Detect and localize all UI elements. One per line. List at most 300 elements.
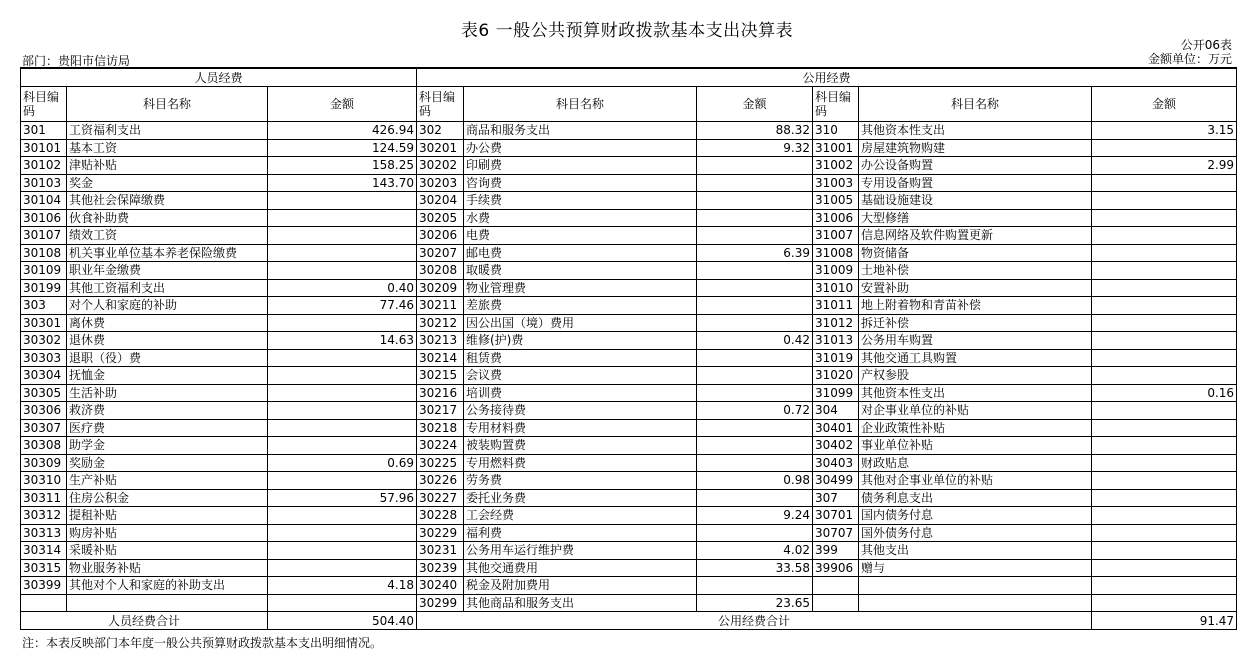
cell-name: 基本工资 — [67, 139, 268, 157]
cell-amount — [1092, 437, 1237, 455]
cell-name: 基础设施建设 — [859, 192, 1092, 210]
cell-amount — [697, 349, 813, 367]
cell-code: 31011 — [813, 297, 859, 315]
cell-code: 30701 — [813, 507, 859, 525]
table-row — [21, 122, 1237, 140]
cell-code: 30314 — [21, 542, 67, 560]
cell-code: 30227 — [417, 489, 464, 507]
cell-name: 提租补贴 — [67, 507, 268, 525]
cell-name: 其他资本性支出 — [859, 384, 1092, 402]
cell-amount — [268, 262, 417, 280]
cell-name: 赠与 — [859, 559, 1092, 577]
code-header: 科目编码 — [21, 87, 67, 122]
cell-name: 委托业务费 — [464, 489, 697, 507]
cell-code: 30299 — [417, 594, 464, 612]
cell-amount — [697, 577, 813, 595]
cell-name: 生活补助 — [67, 384, 268, 402]
cell-code: 30203 — [417, 174, 464, 192]
cell-code: 30212 — [417, 314, 464, 332]
amount-header: 金额 — [1092, 87, 1237, 122]
cell-amount — [268, 384, 417, 402]
cell-amount — [1092, 489, 1237, 507]
cell-code: 30304 — [21, 367, 67, 385]
cell-name: 被装购置费 — [464, 437, 697, 455]
cell-amount — [1092, 419, 1237, 437]
column-header-row — [21, 87, 1237, 122]
cell-code: 30231 — [417, 542, 464, 560]
cell-amount: 4.02 — [697, 542, 813, 560]
table-row — [21, 454, 1237, 472]
totals-row — [21, 612, 1237, 630]
table-row — [21, 367, 1237, 385]
cell-name: 物业管理费 — [464, 279, 697, 297]
cell-amount: 33.58 — [697, 559, 813, 577]
cell-code: 30224 — [417, 437, 464, 455]
cell-amount — [697, 279, 813, 297]
cell-name: 对企事业单位的补贴 — [859, 402, 1092, 420]
cell-code: 31007 — [813, 227, 859, 245]
cell-code: 30202 — [417, 157, 464, 175]
cell-name: 福利费 — [464, 524, 697, 542]
cell-name: 税金及附加费用 — [464, 577, 697, 595]
table-row — [21, 384, 1237, 402]
cell-amount: 77.46 — [268, 297, 417, 315]
cell-amount — [268, 244, 417, 262]
cell-code: 30106 — [21, 209, 67, 227]
cell-amount: 57.96 — [268, 489, 417, 507]
cell-name: 职业年金缴费 — [67, 262, 268, 280]
cell-name: 土地补偿 — [859, 262, 1092, 280]
cell-name: 其他交通工具购置 — [859, 349, 1092, 367]
cell-name: 物资储备 — [859, 244, 1092, 262]
cell-name: 国内债务付息 — [859, 507, 1092, 525]
cell-amount: 4.18 — [268, 577, 417, 595]
cell-amount: 6.39 — [697, 244, 813, 262]
cell-code: 30305 — [21, 384, 67, 402]
cell-name — [67, 594, 268, 612]
cell-name: 采暖补贴 — [67, 542, 268, 560]
cell-name: 债务利息支出 — [859, 489, 1092, 507]
cell-name: 退休费 — [67, 332, 268, 350]
cell-code: 30103 — [21, 174, 67, 192]
table-row — [21, 209, 1237, 227]
cell-name: 其他对企事业单位的补贴 — [859, 472, 1092, 490]
cell-name: 物业服务补贴 — [67, 559, 268, 577]
cell-code: 30214 — [417, 349, 464, 367]
cell-code: 30309 — [21, 454, 67, 472]
cell-amount: 2.99 — [1092, 157, 1237, 175]
cell-amount — [1092, 577, 1237, 595]
public-total-value: 91.47 — [1092, 612, 1237, 630]
table-meta — [1148, 38, 1232, 66]
cell-name: 租赁费 — [464, 349, 697, 367]
cell-code: 30208 — [417, 262, 464, 280]
table-row — [21, 577, 1237, 595]
cell-amount — [1092, 367, 1237, 385]
cell-code: 30311 — [21, 489, 67, 507]
cell-amount — [268, 314, 417, 332]
cell-name: 事业单位补贴 — [859, 437, 1092, 455]
cell-amount: 0.40 — [268, 279, 417, 297]
amount-header: 金额 — [697, 87, 813, 122]
cell-name: 拆迁补偿 — [859, 314, 1092, 332]
cell-code: 30108 — [21, 244, 67, 262]
cell-name: 工资福利支出 — [67, 122, 268, 140]
cell-amount — [268, 419, 417, 437]
cell-code: 30707 — [813, 524, 859, 542]
cell-name: 绩效工资 — [67, 227, 268, 245]
cell-amount — [1092, 244, 1237, 262]
cell-code: 31099 — [813, 384, 859, 402]
cell-code: 399 — [813, 542, 859, 560]
cell-name: 产权参股 — [859, 367, 1092, 385]
cell-code: 30301 — [21, 314, 67, 332]
cell-name: 离休费 — [67, 314, 268, 332]
cell-name: 抚恤金 — [67, 367, 268, 385]
cell-amount — [268, 559, 417, 577]
cell-code: 30302 — [21, 332, 67, 350]
cell-name: 其他资本性支出 — [859, 122, 1092, 140]
cell-name: 国外债务付息 — [859, 524, 1092, 542]
cell-amount — [268, 402, 417, 420]
cell-amount — [1092, 209, 1237, 227]
cell-code: 304 — [813, 402, 859, 420]
cell-name: 津贴补贴 — [67, 157, 268, 175]
cell-amount — [697, 209, 813, 227]
cell-name: 救济费 — [67, 402, 268, 420]
cell-code: 31001 — [813, 139, 859, 157]
cell-amount — [1092, 402, 1237, 420]
code-header: 科目编码 — [417, 87, 464, 122]
cell-code: 31006 — [813, 209, 859, 227]
cell-amount: 143.70 — [268, 174, 417, 192]
cell-amount — [1092, 542, 1237, 560]
cell-code: 30313 — [21, 524, 67, 542]
cell-amount: 0.16 — [1092, 384, 1237, 402]
cell-code: 30207 — [417, 244, 464, 262]
cell-amount: 14.63 — [268, 332, 417, 350]
personnel-total-value: 504.40 — [268, 612, 417, 630]
table-row — [21, 524, 1237, 542]
cell-amount — [1092, 192, 1237, 210]
cell-name: 专用材料费 — [464, 419, 697, 437]
cell-name: 办公设备购置 — [859, 157, 1092, 175]
cell-amount — [268, 594, 417, 612]
cell-amount — [268, 524, 417, 542]
cell-code: 30204 — [417, 192, 464, 210]
name-header: 科目名称 — [859, 87, 1092, 122]
cell-code: 310 — [813, 122, 859, 140]
name-header: 科目名称 — [67, 87, 268, 122]
cell-name: 印刷费 — [464, 157, 697, 175]
cell-name: 水费 — [464, 209, 697, 227]
cell-code: 30213 — [417, 332, 464, 350]
cell-amount — [697, 262, 813, 280]
cell-code: 31010 — [813, 279, 859, 297]
cell-name: 取暖费 — [464, 262, 697, 280]
cell-name: 因公出国（境）费用 — [464, 314, 697, 332]
cell-code: 30312 — [21, 507, 67, 525]
cell-code: 30102 — [21, 157, 67, 175]
cell-name: 生产补贴 — [67, 472, 268, 490]
expenditure-table — [20, 67, 1237, 630]
cell-code: 31013 — [813, 332, 859, 350]
table-row — [21, 262, 1237, 280]
cell-code: 39906 — [813, 559, 859, 577]
cell-amount: 0.98 — [697, 472, 813, 490]
cell-name: 劳务费 — [464, 472, 697, 490]
cell-name: 机关事业单位基本养老保险缴费 — [67, 244, 268, 262]
table-row — [21, 244, 1237, 262]
cell-name: 企业政策性补贴 — [859, 419, 1092, 437]
cell-code: 302 — [417, 122, 464, 140]
cell-code: 30239 — [417, 559, 464, 577]
cell-name — [859, 577, 1092, 595]
cell-code: 30403 — [813, 454, 859, 472]
cell-code: 30209 — [417, 279, 464, 297]
table-row — [21, 559, 1237, 577]
cell-code — [813, 594, 859, 612]
cell-amount — [1092, 524, 1237, 542]
cell-code: 30218 — [417, 419, 464, 437]
cell-amount: 426.94 — [268, 122, 417, 140]
cell-code: 30401 — [813, 419, 859, 437]
cell-amount: 23.65 — [697, 594, 813, 612]
cell-code: 30306 — [21, 402, 67, 420]
cell-name: 办公费 — [464, 139, 697, 157]
cell-amount — [697, 384, 813, 402]
cell-name: 公务接待费 — [464, 402, 697, 420]
cell-amount — [1092, 594, 1237, 612]
table-row — [21, 419, 1237, 437]
cell-code: 31002 — [813, 157, 859, 175]
table-row — [21, 542, 1237, 560]
cell-amount — [1092, 349, 1237, 367]
amount-header: 金额 — [268, 87, 417, 122]
cell-name: 其他社会保障缴费 — [67, 192, 268, 210]
amount-unit: 金额单位：万元 — [1147, 52, 1232, 66]
cell-code: 30310 — [21, 472, 67, 490]
cell-code: 30402 — [813, 437, 859, 455]
cell-code: 30211 — [417, 297, 464, 315]
cell-name: 奖励金 — [67, 454, 268, 472]
table-row — [21, 594, 1237, 612]
cell-code: 31019 — [813, 349, 859, 367]
public-total-label: 公用经费合计 — [417, 612, 1092, 630]
cell-amount — [1092, 139, 1237, 157]
cell-name: 差旅费 — [464, 297, 697, 315]
cell-code: 30215 — [417, 367, 464, 385]
cell-amount — [268, 209, 417, 227]
cell-name: 公务用车购置 — [859, 332, 1092, 350]
cell-name: 房屋建筑物购建 — [859, 139, 1092, 157]
cell-name: 邮电费 — [464, 244, 697, 262]
cell-amount — [697, 314, 813, 332]
cell-amount — [1092, 507, 1237, 525]
cell-code: 31009 — [813, 262, 859, 280]
cell-amount — [1092, 279, 1237, 297]
cell-name: 住房公积金 — [67, 489, 268, 507]
table-row — [21, 472, 1237, 490]
table-row — [21, 314, 1237, 332]
cell-name: 专用设备购置 — [859, 174, 1092, 192]
cell-amount — [697, 157, 813, 175]
cell-code: 31008 — [813, 244, 859, 262]
cell-name: 其他商品和服务支出 — [464, 594, 697, 612]
cell-code: 30217 — [417, 402, 464, 420]
cell-code: 31012 — [813, 314, 859, 332]
cell-code: 30240 — [417, 577, 464, 595]
cell-name: 咨询费 — [464, 174, 697, 192]
cell-name: 商品和服务支出 — [464, 122, 697, 140]
cell-name: 大型修缮 — [859, 209, 1092, 227]
table-number: 公开06表 — [1180, 38, 1232, 52]
cell-name: 电费 — [464, 227, 697, 245]
page-title: 表6 一般公共预算财政拨款基本支出决算表 — [460, 21, 794, 41]
cell-code: 30216 — [417, 384, 464, 402]
table-row — [21, 349, 1237, 367]
cell-name: 其他交通费用 — [464, 559, 697, 577]
cell-code: 31020 — [813, 367, 859, 385]
cell-amount — [697, 419, 813, 437]
cell-amount — [268, 507, 417, 525]
cell-amount: 9.32 — [697, 139, 813, 157]
cell-amount — [268, 227, 417, 245]
cell-amount — [268, 367, 417, 385]
table-row — [21, 437, 1237, 455]
cell-amount: 88.32 — [697, 122, 813, 140]
cell-amount: 3.15 — [1092, 122, 1237, 140]
cell-amount — [268, 349, 417, 367]
table-row — [21, 192, 1237, 210]
table-row — [21, 139, 1237, 157]
cell-amount — [697, 437, 813, 455]
cell-code: 30499 — [813, 472, 859, 490]
cell-amount — [268, 192, 417, 210]
cell-code: 30226 — [417, 472, 464, 490]
table-row — [21, 174, 1237, 192]
cell-amount — [697, 174, 813, 192]
cell-code: 30205 — [417, 209, 464, 227]
cell-amount — [697, 192, 813, 210]
cell-amount — [1092, 297, 1237, 315]
cell-name: 奖金 — [67, 174, 268, 192]
cell-amount — [697, 227, 813, 245]
cell-name: 伙食补助费 — [67, 209, 268, 227]
cell-amount — [268, 437, 417, 455]
cell-name: 信息网络及软件购置更新 — [859, 227, 1092, 245]
group-header-row — [21, 68, 1237, 87]
cell-name: 维修(护)费 — [464, 332, 697, 350]
cell-name: 其他对个人和家庭的补助支出 — [67, 577, 268, 595]
cell-code: 30206 — [417, 227, 464, 245]
cell-amount — [697, 454, 813, 472]
cell-code: 30229 — [417, 524, 464, 542]
cell-code: 30199 — [21, 279, 67, 297]
cell-name: 培训费 — [464, 384, 697, 402]
cell-amount — [697, 489, 813, 507]
cell-name: 专用燃料费 — [464, 454, 697, 472]
cell-amount: 158.25 — [268, 157, 417, 175]
table-row — [21, 402, 1237, 420]
cell-amount — [268, 472, 417, 490]
personnel-total-label: 人员经费合计 — [21, 612, 268, 630]
cell-code: 30307 — [21, 419, 67, 437]
code-header: 科目编码 — [813, 87, 859, 122]
cell-amount — [1092, 472, 1237, 490]
table-row — [21, 279, 1237, 297]
cell-code: 30201 — [417, 139, 464, 157]
cell-amount — [268, 542, 417, 560]
footnote: 注：本表反映部门本年度一般公共预算财政拨款基本支出明细情况。 — [22, 636, 383, 650]
table-row — [21, 332, 1237, 350]
cell-name: 公务用车运行维护费 — [464, 542, 697, 560]
cell-name: 手续费 — [464, 192, 697, 210]
table-row — [21, 489, 1237, 507]
cell-code: 31005 — [813, 192, 859, 210]
table-row — [21, 157, 1237, 175]
cell-name: 医疗费 — [67, 419, 268, 437]
cell-amount — [1092, 314, 1237, 332]
cell-amount — [697, 524, 813, 542]
cell-amount — [1092, 454, 1237, 472]
cell-amount: 0.72 — [697, 402, 813, 420]
cell-name: 安置补助 — [859, 279, 1092, 297]
cell-code: 30308 — [21, 437, 67, 455]
cell-name: 工会经费 — [464, 507, 697, 525]
cell-name: 退职（役）费 — [67, 349, 268, 367]
cell-code: 30303 — [21, 349, 67, 367]
cell-name: 助学金 — [67, 437, 268, 455]
cell-name — [859, 594, 1092, 612]
personnel-group-header: 人员经费 — [21, 68, 417, 87]
cell-amount: 124.59 — [268, 139, 417, 157]
cell-code — [813, 577, 859, 595]
cell-amount: 9.24 — [697, 507, 813, 525]
cell-code: 307 — [813, 489, 859, 507]
cell-code: 30399 — [21, 577, 67, 595]
cell-amount: 0.69 — [268, 454, 417, 472]
name-header: 科目名称 — [464, 87, 697, 122]
cell-code: 30225 — [417, 454, 464, 472]
cell-name: 其他工资福利支出 — [67, 279, 268, 297]
table-row — [21, 297, 1237, 315]
cell-amount — [1092, 262, 1237, 280]
table-row — [21, 227, 1237, 245]
cell-name: 地上附着物和青苗补偿 — [859, 297, 1092, 315]
cell-code: 30228 — [417, 507, 464, 525]
cell-name: 对个人和家庭的补助 — [67, 297, 268, 315]
cell-name: 其他支出 — [859, 542, 1092, 560]
cell-amount — [1092, 332, 1237, 350]
cell-code: 30315 — [21, 559, 67, 577]
cell-amount — [697, 367, 813, 385]
cell-code: 303 — [21, 297, 67, 315]
cell-amount — [1092, 227, 1237, 245]
table-row — [21, 507, 1237, 525]
cell-amount — [697, 297, 813, 315]
cell-name: 财政贴息 — [859, 454, 1092, 472]
cell-code: 30109 — [21, 262, 67, 280]
cell-amount — [1092, 174, 1237, 192]
cell-code: 301 — [21, 122, 67, 140]
department-label: 部门：贵阳市信访局 — [22, 54, 131, 68]
cell-code: 30107 — [21, 227, 67, 245]
cell-amount: 0.42 — [697, 332, 813, 350]
cell-code: 31003 — [813, 174, 859, 192]
cell-code: 30104 — [21, 192, 67, 210]
cell-code: 30101 — [21, 139, 67, 157]
